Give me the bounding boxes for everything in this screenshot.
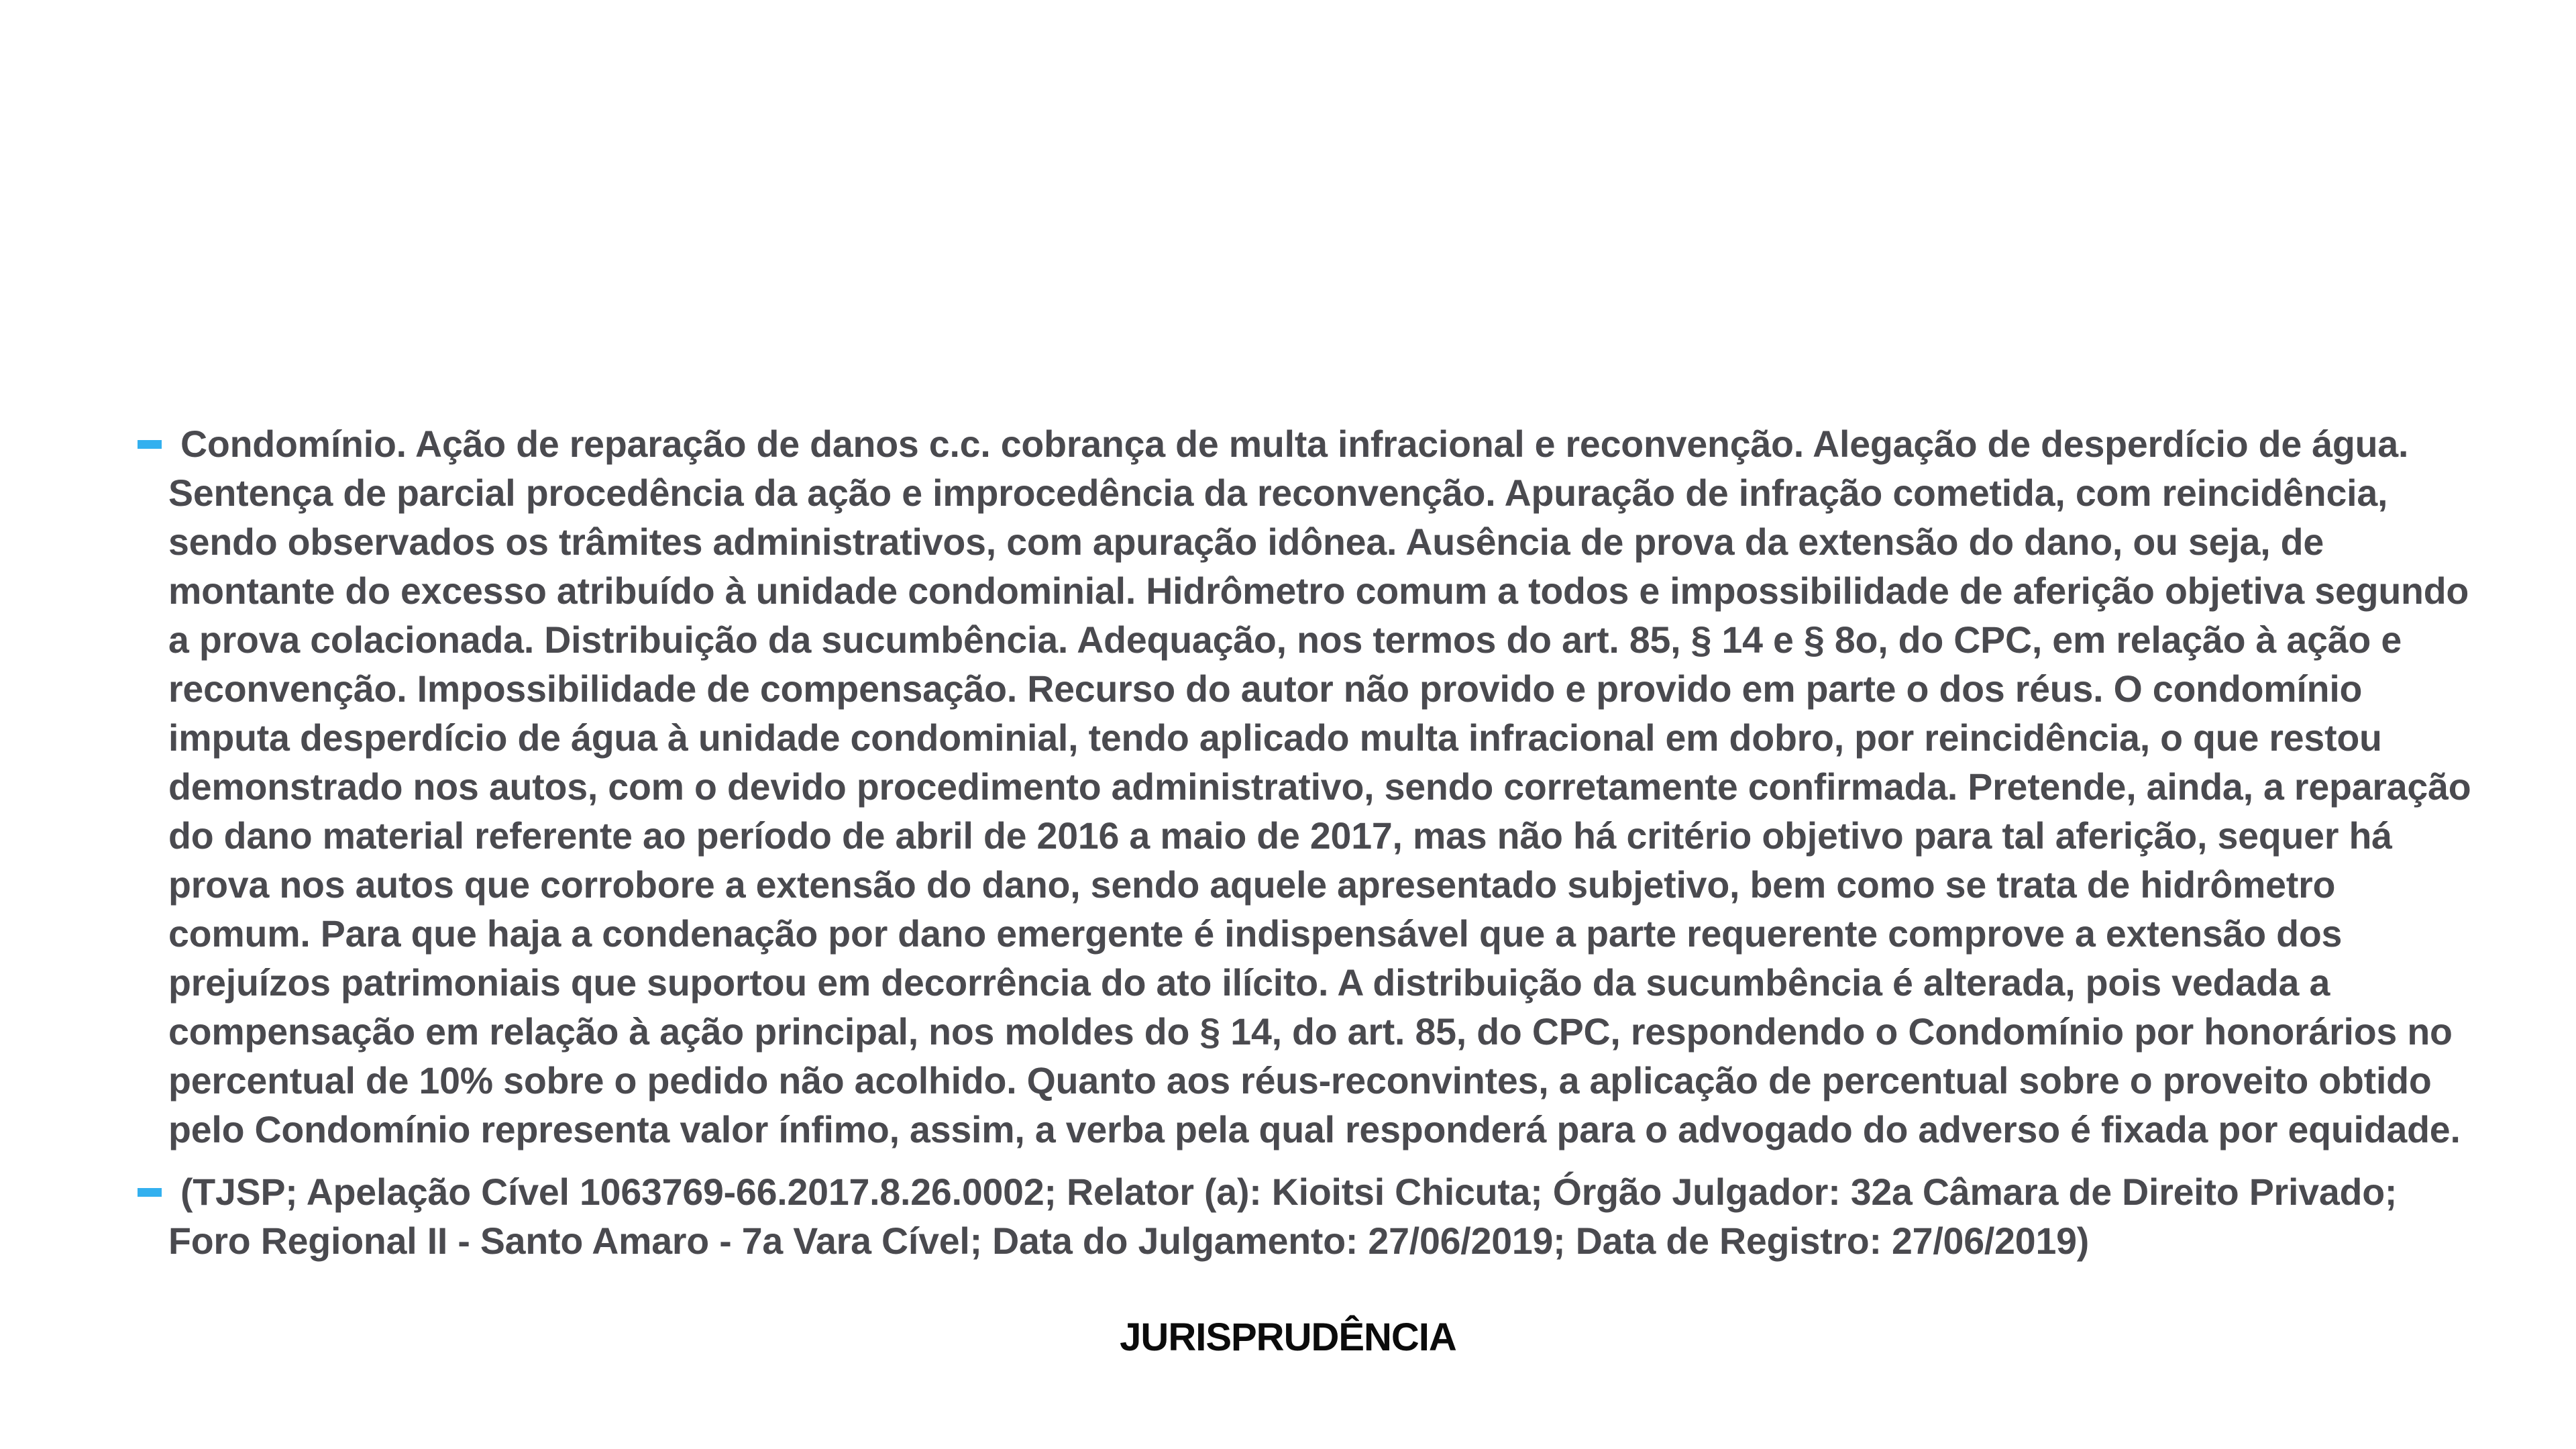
list-item-citation — [138, 1168, 2485, 1266]
list-item-ementa — [138, 420, 2485, 1155]
bullet-dash-icon — [138, 440, 162, 449]
case-summary-list — [138, 420, 2485, 1266]
citation-text: (TJSP; Apelação Cível 1063769-66.2017.8.26.0002; Relator (a): Kioitsi Chicuta; Órgão Julgador: 32a Câmara de Direito Privado; Foro Regional II - Santo Amaro - 7a Vara Cível; Data do Julgamento: 27/06/2019; Data de Registro: 27/06/2019) — [168, 1171, 2398, 1262]
section-title: JURISPRUDÊNCIA — [1120, 1316, 1456, 1359]
ementa-text: Condomínio. Ação de reparação de danos c.c. cobrança de multa infracional e reconvenção. Alegação de desperdício de água. Sentença de parcial procedência da ação e improcedência da reconvenção. Apuração de infração cometida, com reincidência, sendo observados os trâmites administrativos, com apuração idônea. Ausência de prova da extensão do dano, ou seja, de montante do excesso atribuído à unidade condominial. Hidrômetro comum a todos e impossibilidade de aferição objetiva segundo a prova colacionada. Distribuição da sucumbência. Adequação, nos termos do art. 85, § 14 e § 8o, do CPC, em relação à ação e reconvenção. Impossibilidade de compensação. Recurso do autor não provido e provido em parte o dos réus. O condomínio imputa desperdício de água à unidade condominial, tendo aplicado multa infracional em dobro, por reincidência, o que restou demonstrado nos autos, com o devido procedimento administrativo, sendo corretamente confirmada. Pretende, ainda, a reparação do dano material referente ao período de abril de 2016 a maio de 2017, mas não há critério objetivo para tal aferição, sequer há prova nos autos que corrobore a extensão do dano, sendo aquele apresentado subjetivo, bem como se trata de hidrômetro comum. Para que haja a condenação por dano emergente é indispensável que a parte requerente comprove a extensão dos prejuízos patrimoniais que suportou em decorrência do ato ilícito. A distribuição da sucumbência é alterada, pois vedada a compensação em relação à ação principal, nos moldes do § 14, do art. 85, do CPC, respondendo o Condomínio por honorários no percentual de 10% sobre o pedido não acolhido. Quanto aos réus-reconvintes, a aplicação de percentual sobre o proveito obtido pelo Condomínio representa valor ínfimo, assim, a verba pela qual responderá para o advogado do adverso é fixada por equidade. — [168, 423, 2471, 1150]
bullet-dash-icon — [138, 1188, 162, 1197]
